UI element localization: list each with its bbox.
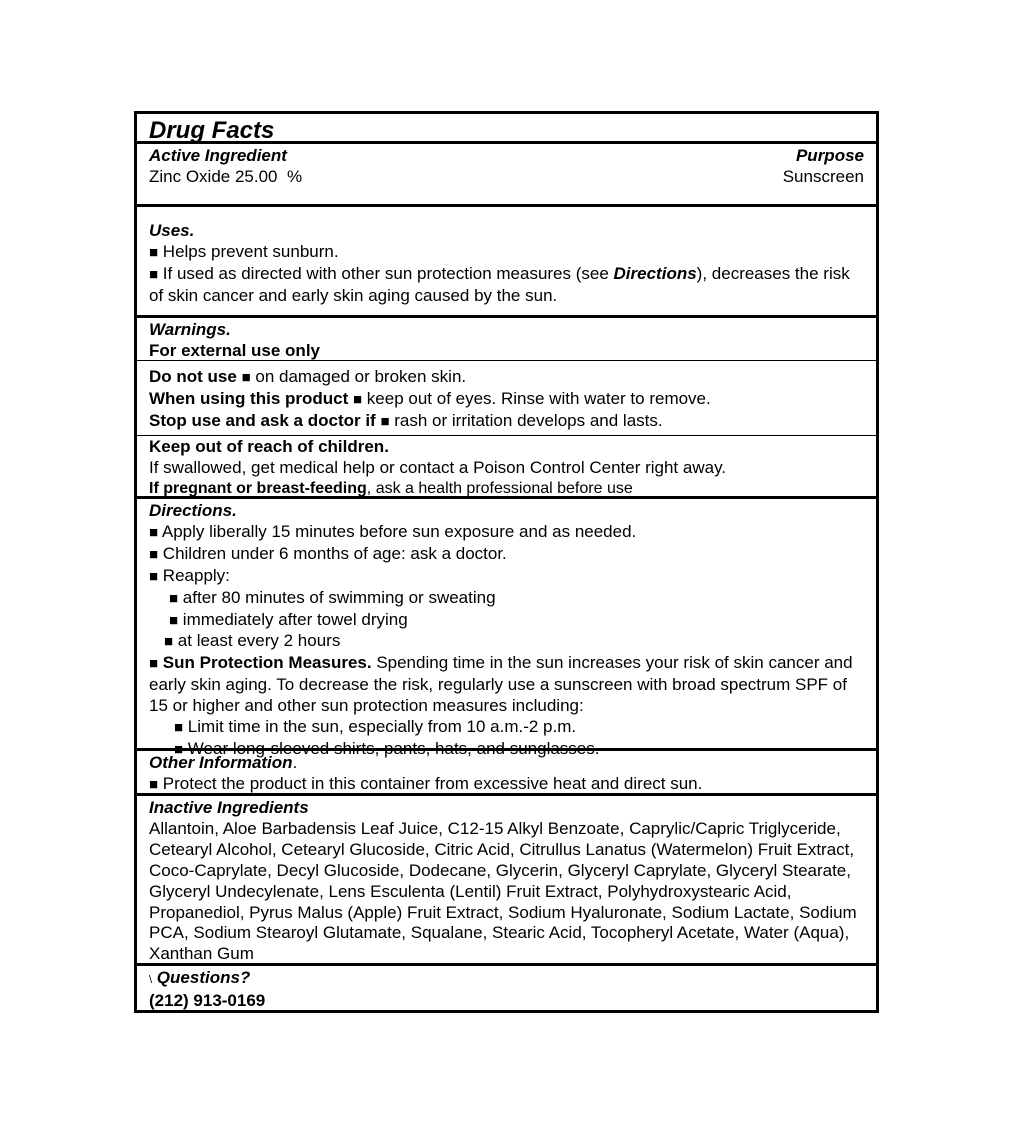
stop-use-label: Stop use and ask a doctor if (149, 410, 376, 430)
when-using-label: When using this product (149, 388, 349, 408)
uses-item-text: ), decreases the risk of skin cancer and early skin aging caused by the sun. (149, 263, 850, 305)
directions-section (137, 499, 876, 758)
bullet-icon: ■ (149, 775, 159, 793)
pregnant-label: If pregnant or breast-feeding (149, 479, 367, 497)
directions-reference: Directions (613, 263, 697, 283)
purpose-value: Sunscreen (782, 166, 864, 186)
pregnant-line (149, 479, 864, 500)
reapply-sub-text: immediately after towel drying (182, 609, 408, 629)
bullet-icon: ■ (169, 589, 179, 607)
warnings-usage-section (137, 361, 876, 436)
directions-item (149, 544, 864, 566)
questions-heading-line (149, 968, 864, 991)
reapply-sub-text: after 80 minutes of swimming or sweating (182, 587, 496, 607)
bullet-icon: ■ (149, 567, 159, 585)
reapply-sub-text: at least every 2 hours (177, 631, 341, 651)
uses-item (149, 264, 864, 307)
sun-protection-sub-text: Wear long-sleeved shirts, pants, hats, and sunglasses. (187, 738, 600, 758)
sun-protection-item (149, 653, 864, 717)
questions-phone: (212) 913-0169 (149, 990, 266, 1010)
warnings-heading: Warnings. (149, 320, 231, 339)
bullet-icon: ■ (353, 390, 363, 408)
reapply-sub-item (149, 631, 864, 653)
active-ingredient-header-row (149, 146, 864, 167)
stop-use-text: rash or irritation develops and lasts. (394, 410, 663, 430)
bullet-icon: ■ (164, 633, 174, 651)
uses-item-text: If used as directed with other sun protection measures (see (162, 263, 614, 283)
bullet-icon: ■ (149, 655, 159, 673)
questions-section (137, 966, 876, 1010)
directions-item (149, 522, 864, 544)
questions-prefix: \ (149, 974, 153, 986)
bullet-icon: ■ (169, 611, 179, 629)
do-not-use-text: on damaged or broken skin. (255, 367, 467, 386)
warnings-header-section (137, 318, 876, 361)
bullet-icon: ■ (149, 243, 159, 261)
inactive-ingredients-section (137, 796, 876, 966)
uses-item-text: Helps prevent sunburn. (162, 241, 339, 261)
bullet-icon: ■ (380, 412, 390, 430)
uses-section (137, 207, 876, 318)
when-using-text: keep out of eyes. Rinse with water to remove. (366, 388, 711, 408)
swallowed-text: If swallowed, get medical help or contact a Poison Control Center right away. (149, 457, 727, 477)
directions-item-text: Children under 6 months of age: ask a doctor. (162, 543, 507, 563)
sun-protection-sub-item (149, 717, 864, 739)
sun-protection-text: Spending time in the sun increases your risk of skin cancer and early skin aging. To decrease the risk, regularly use a sunscreen with broad spectrum SPF of 15 or higher and other sun protection measures including: (149, 653, 853, 716)
active-ingredient-section (137, 144, 876, 207)
reapply-sub-item (149, 610, 864, 632)
bullet-icon: ■ (174, 719, 184, 737)
reapply-sub-item (149, 588, 864, 610)
do-not-use-label: Do not use (149, 367, 237, 386)
directions-item-text: Reapply: (162, 565, 230, 585)
bullet-icon: ■ (174, 740, 184, 758)
uses-heading: Uses. (149, 221, 195, 240)
directions-heading: Directions. (149, 501, 237, 520)
bullet-icon: ■ (149, 545, 159, 563)
questions-heading: Questions? (156, 968, 251, 987)
purpose-heading: Purpose (795, 146, 864, 165)
other-information-heading-suffix: . (292, 753, 298, 772)
active-ingredient-row (149, 167, 864, 188)
external-use-text: For external use only (149, 340, 320, 360)
other-information-item (149, 774, 864, 796)
drug-facts-panel (134, 111, 879, 1013)
children-section (137, 436, 876, 499)
active-ingredient-heading: Active Ingredient (149, 146, 287, 165)
inactive-ingredients-text: Allantoin, Aloe Barbadensis Leaf Juice, C12-15 Alkyl Benzoate, Caprylic/Capric Triglyceride, Cetearyl Alcohol, Cetearyl Glucoside, Citric Acid, Citrullus Lanatus (Watermelon) Fruit Extract, Coco-Caprylate, Decyl Glucoside, Dodecane, Glycerin, Glyceryl Caprylate, Glyceryl Stearate, Glyceryl Undecylenate, Lens Esculenta (Lentil) Fruit Extract, Polyhydroxystearic Acid, Propanediol, Pyrus Malus (Apple) Fruit Extract, Sodium Hyaluronate, Sodium Lactate, Sodium PCA, Sodium Stearoyl Glutamate, Squalane, Stearic Acid, Tocopheryl Acetate, Water (Aqua), Xanthan Gum (149, 818, 857, 964)
bullet-icon: ■ (149, 265, 159, 283)
sun-protection-label: Sun Protection Measures. (162, 653, 372, 673)
directions-item-text: Apply liberally 15 minutes before sun exposure and as needed. (161, 521, 637, 541)
active-ingredient-value: Zinc Oxide 25.00 % (149, 166, 303, 186)
keep-out-heading: Keep out of reach of children. (149, 437, 389, 456)
other-information-text: Protect the product in this container from excessive heat and direct sun. (162, 773, 703, 793)
stop-use-line (149, 411, 864, 433)
bullet-icon: ■ (149, 523, 159, 541)
other-information-heading: Other Information (149, 753, 293, 772)
sun-protection-sub-text: Limit time in the sun, especially from 10 a.m.-2 p.m. (187, 717, 577, 737)
bullet-icon: ■ (241, 369, 251, 386)
drug-facts-title: Drug Facts (137, 114, 876, 144)
directions-item (149, 566, 864, 588)
when-using-line (149, 389, 864, 411)
inactive-ingredients-heading: Inactive Ingredients (149, 798, 309, 817)
do-not-use-line (149, 367, 864, 389)
uses-item (149, 242, 864, 264)
pregnant-text: , ask a health professional before use (366, 479, 633, 497)
